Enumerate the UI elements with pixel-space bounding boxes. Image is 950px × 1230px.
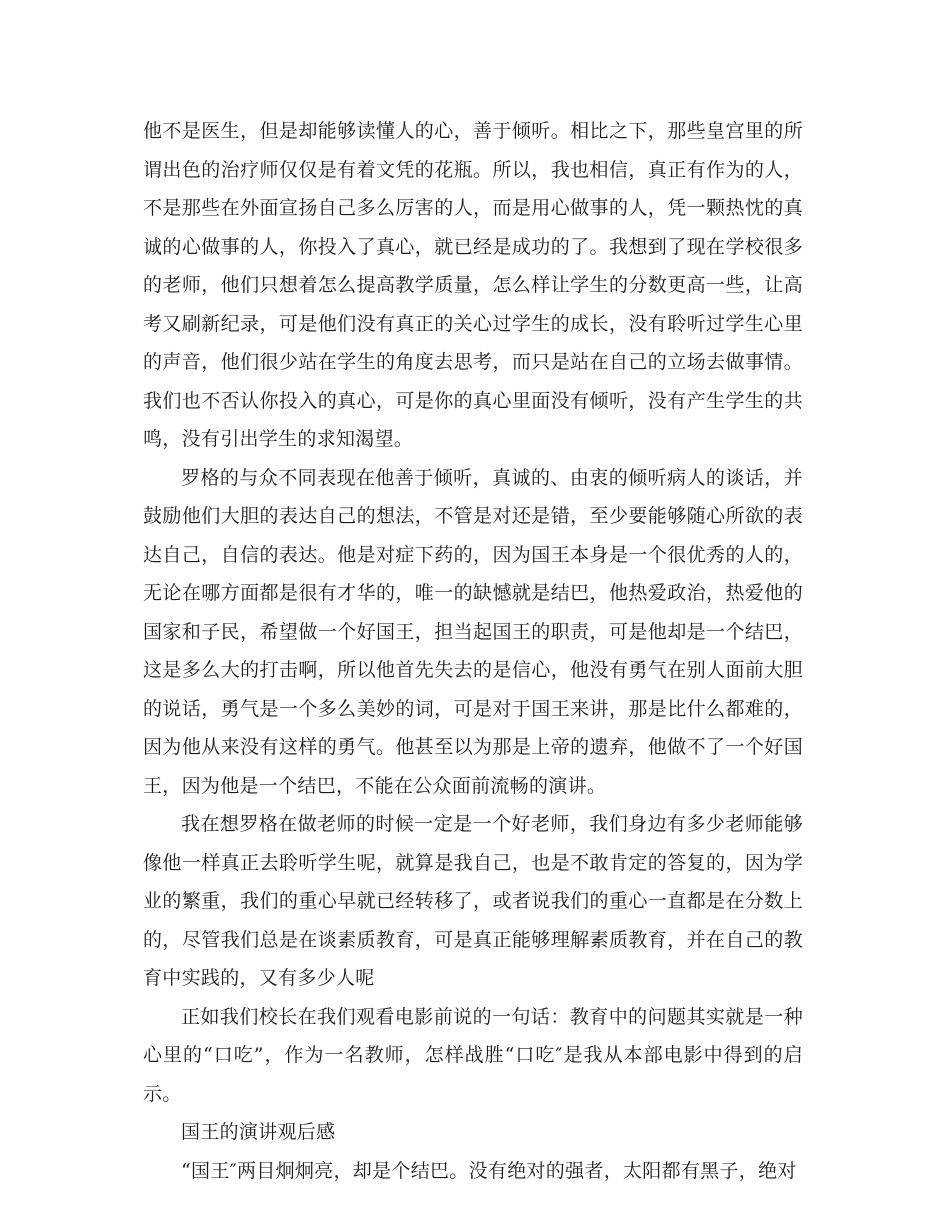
paragraph-1: 他不是医生，但是却能够读懂人的心，善于倾听。相比之下，那些皇宫里的所谓出色的治疗师仅仅是有着文凭的花瓶。所以，我也相信，真正有作为的人，不是那些在外面宣扬自己多么厉害的人，而是用心做事的人，凭一颗热忱的真诚的心做事的人，你投入了真心，就已经是成功的了。我想到了现在学校很多的老师，他们只想着怎么提高教学质量，怎么样让学生的分数更高一些，让高考又刷新纪录，可是他们没有真正的关心过学生的成长，没有聆听过学生心里的声音，他们很少站在学生的角度去思考，而只是站在自己的立场去做事情。我们也不否认你投入的真心，可是你的真心里面没有倾听，没有产生学生的共鸣，没有引出学生的求知渴望。: [143, 120, 803, 450]
paragraph-4: 正如我们校长在我们观看电影前说的一句话：教育中的问题其实就是一种心里的“口吃”，作为一名教师，怎样战胜“口吃″是我从本部电影中得到的启示。: [143, 1005, 803, 1105]
document-body: [143, 112, 803, 1190]
section-heading: 国王的演讲观后感: [181, 1121, 336, 1143]
paragraph-5: “国王″两目炯炯亮，却是个结巴。没有绝对的强者，太阳都有黑子，绝对: [181, 1159, 797, 1182]
paragraph-2: 罗格的与众不同表现在他善于倾听，真诚的、由衷的倾听病人的谈话，并鼓励他们大胆的表达自己的想法，不管是对还是错，至少要能够随心所欲的表达自己，自信的表达。他是对症下药的，因为国王本身是一个很优秀的人的，无论在哪方面都是很有才华的，唯一的缺憾就是结巴，他热爱政治，热爱他的国家和子民，希望做一个好国王，担当起国王的职责，可是他却是一个结巴，这是多么大的打击啊，所以他首先失去的是信心，他没有勇气在别人面前大胆的说话，勇气是一个多么美妙的词，可是对于国王来讲，那是比什么都难的，因为他从来没有这样的勇气。他甚至以为那是上帝的遗弃，他做不了一个好国王，因为他是一个结巴，不能在公众面前流畅的演讲。: [143, 466, 803, 797]
paragraph-3: 我在想罗格在做老师的时候一定是一个好老师，我们身边有多少老师能够像他一样真正去聆听学生呢，就算是我自己，也是不敢肯定的答复的，因为学业的繁重，我们的重心早就已经转移了，或者说我们的重心一直都是在分数上的，尽管我们总是在谈素质教育，可是真正能够理解素质教育，并在自己的教育中实践的，又有多少人呢: [143, 813, 803, 989]
